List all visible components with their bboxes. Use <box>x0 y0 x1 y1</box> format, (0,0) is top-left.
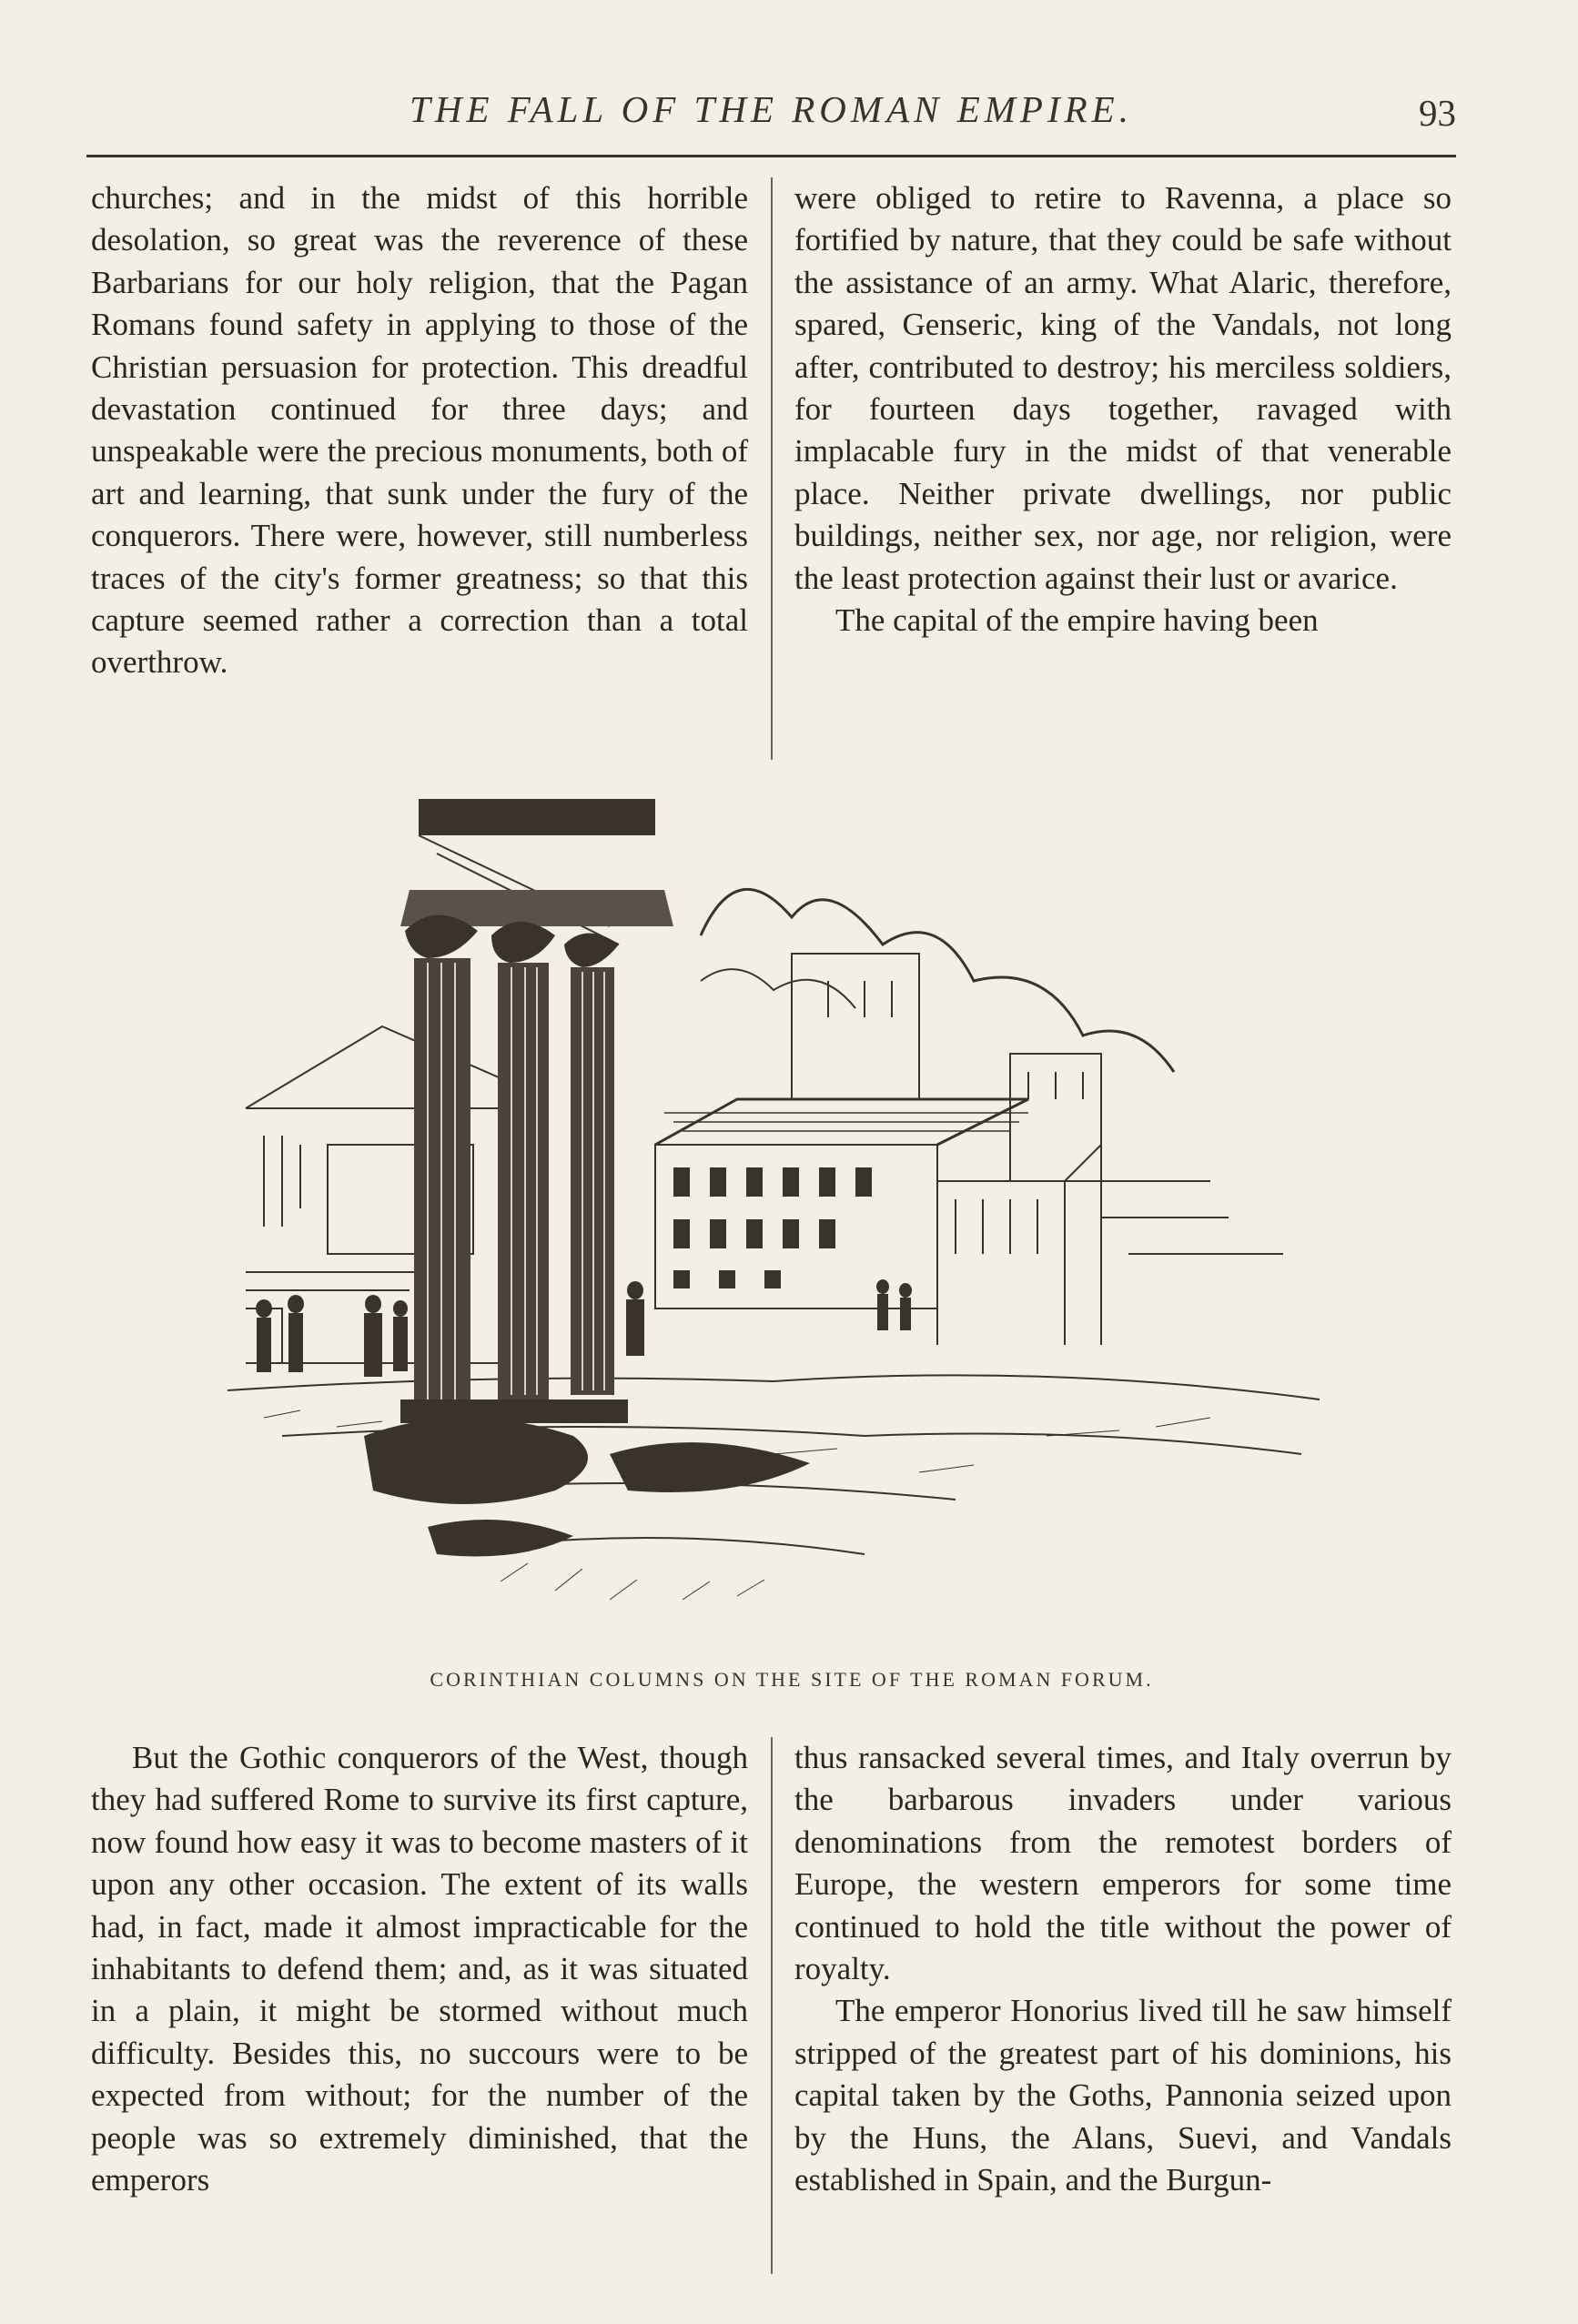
left-column-top <box>91 177 748 684</box>
running-title: THE FALL OF THE ROMAN EMPIRE. <box>410 88 1133 130</box>
paragraph: The capital of the empire having been <box>835 602 1319 639</box>
paragraph: churches; and in the midst of this horrible desolation, so great was the reverence of these Barbarians for our holy religion, that the Pagan Romans found safety in applying to those of the Christian persuasion for protection. This dreadful devastation continued for three days; and unspeakable were the precious monuments, both of art and learning, that sunk under the fury of the conquerors. There were, however, still numberless traces of the city's former greatness; so that this capture seemed rather a correction than a total overthrow. <box>91 180 748 681</box>
forum-engraving <box>228 799 1338 1654</box>
column-divider <box>771 177 773 760</box>
paragraph: But the Gothic conquerors of the West, though they had suffered Rome to survive its first capture, now found how easy it was to become masters of it upon any other occasion. The extent of its walls had, in fact, made it almost impracticable for the inhabitants to defend them; and, as it was situated in a plain, it might be stormed without much difficulty. Besides this, no succours were to be expected from without; for the number of the people was so extremely diminished, that the emperors <box>91 1740 748 2198</box>
page-header <box>86 80 1456 153</box>
header-rule <box>86 155 1456 157</box>
engraving-illustration <box>228 799 1338 1654</box>
paragraph: were obliged to retire to Ravenna, a place so fortified by nature, that they could be safe without the assistance of an army. What Alaric, therefore, spared, Genseric, king of the Vandals, not long after, contributed to destroy; his merciless soldiers, for fourteen days together, ravaged with implacable fury in the midst of that venerable place. Neither private dwellings, nor public buildings, neither sex, nor age, nor religion, were the least protection against their lust or avarice. <box>794 180 1452 596</box>
left-column-bottom <box>91 1737 748 2201</box>
paragraph: thus ransacked several times, and Italy overrun by the barbarous invaders under various denominations from the remotest borders of Europe, the western emperors for some time continued to hold the title without the power of royalty. <box>794 1740 1452 1987</box>
paragraph: The emperor Honorius lived till he saw himself stripped of the greatest part of his dominions, his capital taken by the Goths, Pannonia seized upon by the Huns, the Alans, Suevi, and Vandals established in Spain, and the Burgun- <box>794 1993 1452 2198</box>
figure-caption: CORINTHIAN COLUMNS ON THE SITE OF THE ROMAN FORUM. <box>430 1668 1154 1691</box>
right-column-bottom <box>794 1737 1452 2201</box>
column-divider <box>771 1737 773 2274</box>
right-column-top <box>794 177 1452 642</box>
page-number: 93 <box>1419 92 1456 134</box>
distant-house <box>792 954 919 1099</box>
